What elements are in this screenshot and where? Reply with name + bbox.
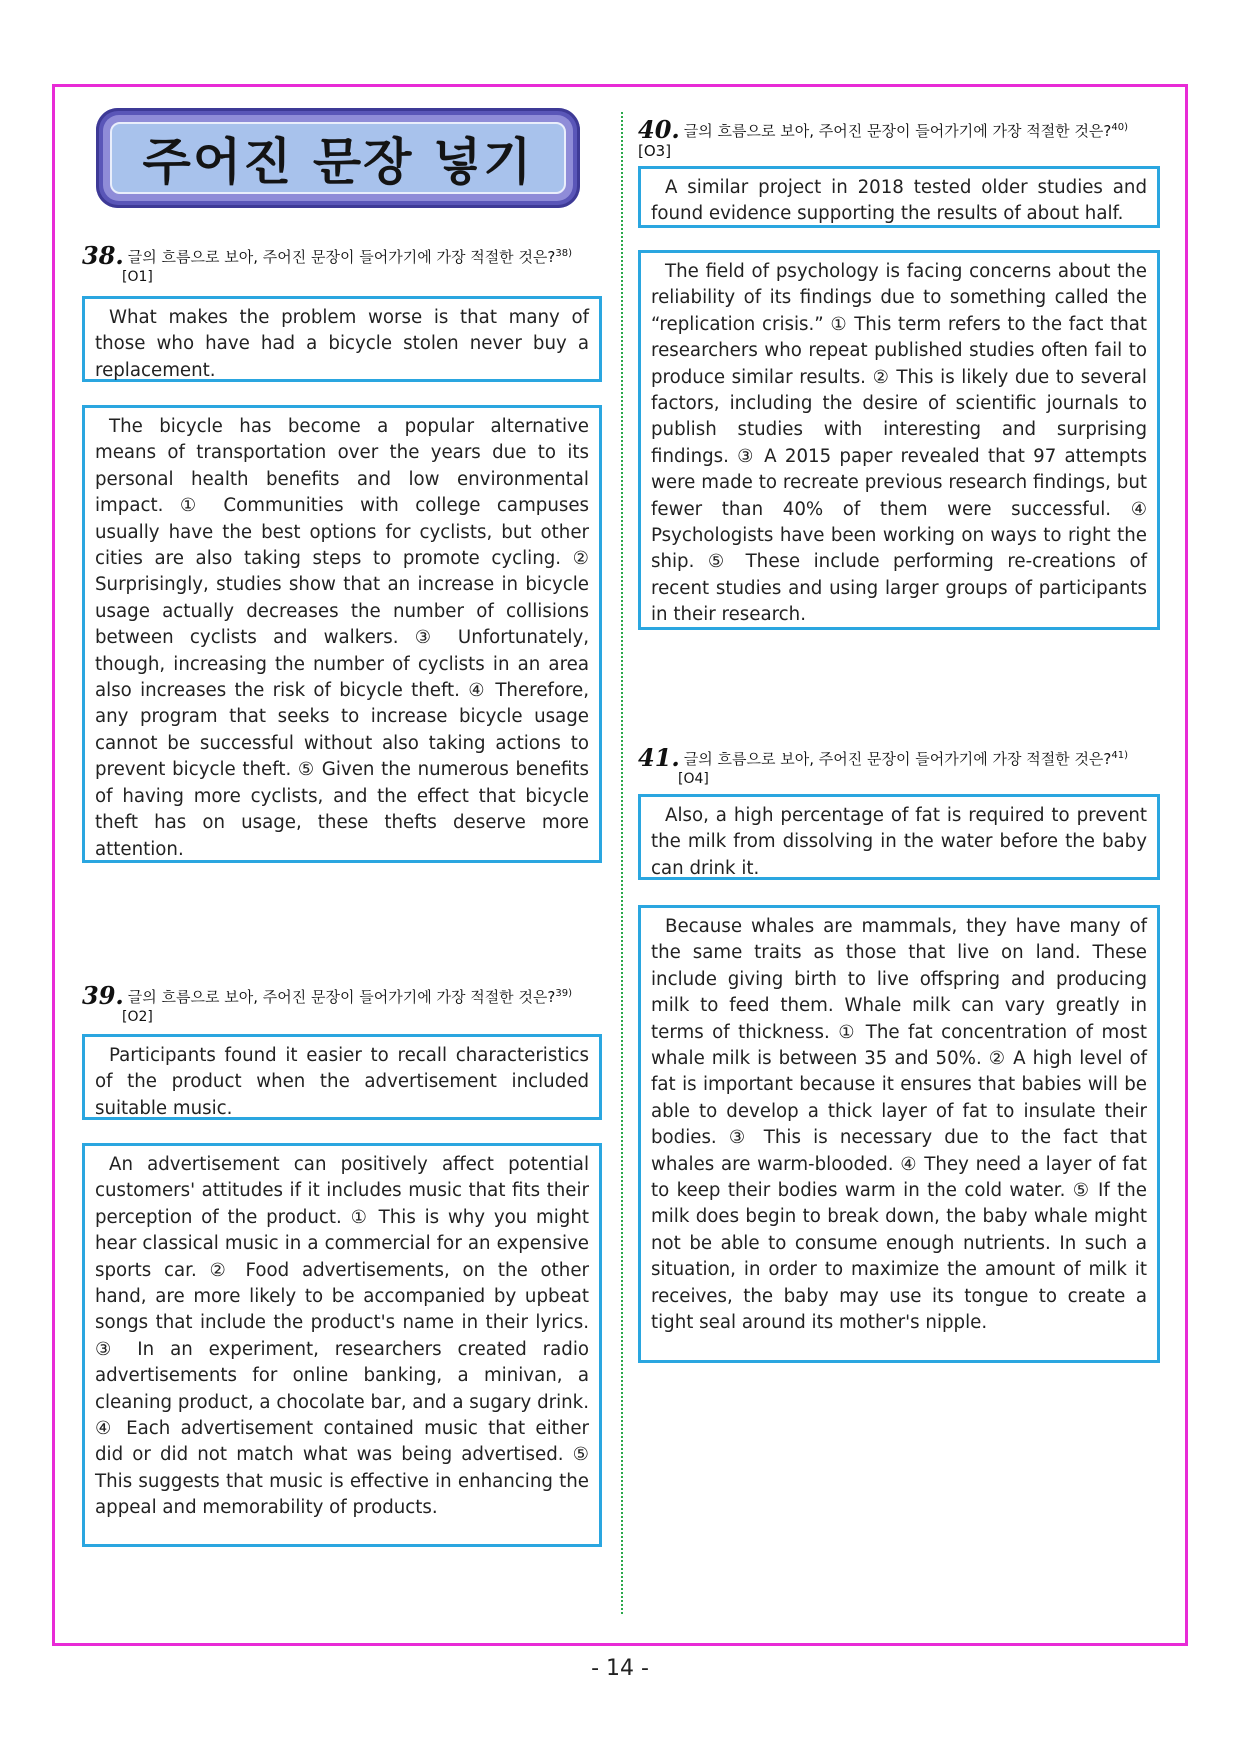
- question-number: 39.: [82, 981, 124, 1010]
- passage-text: Because whales are mammals, they have many of the same traits as those that live on land. These include giving birth to live offspring and producing milk to feed them. Whale milk can vary greatly in terms of thickness. ① The fat concentration of most whale milk is between 35 and 50%. ② A high level of fat is important because it ensures that babies will be able to develop a thick layer of fat to insulate their bodies. ③ This is necessary due to the fact that whales are warm-blooded. ④ They need a layer of fat to keep their bodies warm in the cold water. ⑤ If the milk does begin to break down, the baby whale might not be able to consume enough nutrients. In such a situation, in order to maximize the amount of milk it receives, the baby may use its tongue to create a tight seal around its mother's nipple.: [651, 916, 1147, 1334]
- question-prompt: 글의 흐름으로 보아, 주어진 문장이 들어가기에 가장 적절한 것은?: [683, 122, 1112, 140]
- section-title-badge: [96, 108, 580, 208]
- question-footnote: 41): [1111, 750, 1129, 761]
- question-number: 38.: [82, 241, 124, 270]
- question-39-header: [82, 981, 602, 1027]
- passage-text: The bicycle has become a popular alternative means of transportation over the years due to its personal health benefits and low environmental impact. ① Communities with college campuses usually have the best options for cyclists, but other cities are also taking steps to promote cycling. ② Surprisingly, studies show that an increase in bicycle usage actually decreases the number of collisions between cyclists and walkers. ③ Unfortunately, though, increasing the number of cyclists in an area also increases the risk of bicycle theft. ④ Therefore, any program that seeks to increase bicycle usage cannot be successful without also taking actions to prevent bicycle theft. ⑤ Given the numerous benefits of having more cyclists, and the effect that bicycle theft has on usage, these thefts deserve more attention.: [95, 416, 589, 860]
- question-code: [O3]: [638, 142, 672, 160]
- column-divider: [621, 112, 623, 1614]
- question-40-header: [638, 115, 1160, 161]
- question-footnote: 40): [1111, 122, 1129, 133]
- question-41-passage: [638, 905, 1160, 1363]
- question-code: [O1]: [122, 269, 153, 285]
- question-number: 40.: [638, 115, 680, 144]
- section-title-ring: [103, 115, 573, 201]
- question-40-passage: [638, 250, 1160, 630]
- page-number: - 14 -: [591, 1656, 649, 1681]
- question-prompt: 글의 흐름으로 보아, 주어진 문장이 들어가기에 가장 적절한 것은?: [127, 248, 556, 266]
- question-39-passage: [82, 1143, 602, 1547]
- question-38-passage: [82, 405, 602, 863]
- question-prompt: 글의 흐름으로 보아, 주어진 문장이 들어가기에 가장 적절한 것은?: [127, 988, 556, 1006]
- question-prompt: 글의 흐름으로 보아, 주어진 문장이 들어가기에 가장 적절한 것은?: [683, 750, 1112, 768]
- question-39-given-sentence: [82, 1034, 602, 1120]
- question-38-header: [82, 241, 602, 287]
- question-code: [O4]: [678, 771, 709, 787]
- given-sentence-text: Also, a high percentage of fat is required to prevent the milk from dissolving in the water before the baby can drink it.: [651, 805, 1147, 879]
- given-sentence-text: What makes the problem worse is that many of those who have had a bicycle stolen never buy a replacement.: [95, 307, 589, 381]
- question-41-given-sentence: [638, 794, 1160, 880]
- question-41-header: [638, 743, 1160, 789]
- question-code: [O2]: [122, 1009, 153, 1025]
- question-footnote: 38): [555, 248, 573, 259]
- section-title: 주어진 문장 넣기: [110, 122, 566, 194]
- question-38-given-sentence: [82, 296, 602, 382]
- passage-text: An advertisement can positively affect potential customers' attitudes if it includes music that fits their perception of the product. ① This is why you might hear classical music in a commercial for an expensive sports car. ② Food advertisements, on the other hand, are more likely to be accompanied by upbeat songs that include the product's name in their lyrics. ③ In an experiment, researchers created radio advertisements for online banking, a minivan, a cleaning product, a chocolate bar, and a sugary drink. ④ Each advertisement contained music that either did or did not match what was being advertised. ⑤ This suggests that music is effective in enhancing the appeal and memorability of products.: [95, 1154, 589, 1519]
- question-footnote: 39): [555, 988, 573, 999]
- question-40-given-sentence: [638, 166, 1160, 228]
- passage-text: The field of psychology is facing concerns about the reliability of its findings due to something called the “replication crisis.” ① This term refers to the fact that researchers who repeat published studies often fail to produce similar results. ② This is likely due to several factors, including the desire of scientific journals to publish studies with interesting and surprising findings. ③ A 2015 paper revealed that 97 attempts were made to recreate previous research findings, but fewer than 40% of them were successful. ④ Psychologists have been working on ways to right the ship. ⑤ These include performing re-creations of recent studies and using larger groups of participants in their research.: [651, 261, 1147, 626]
- given-sentence-text: Participants found it easier to recall characteristics of the product when the advertisement included suitable music.: [95, 1045, 589, 1119]
- question-number: 41.: [638, 743, 680, 772]
- given-sentence-text: A similar project in 2018 tested older studies and found evidence supporting the results of about half.: [651, 177, 1147, 225]
